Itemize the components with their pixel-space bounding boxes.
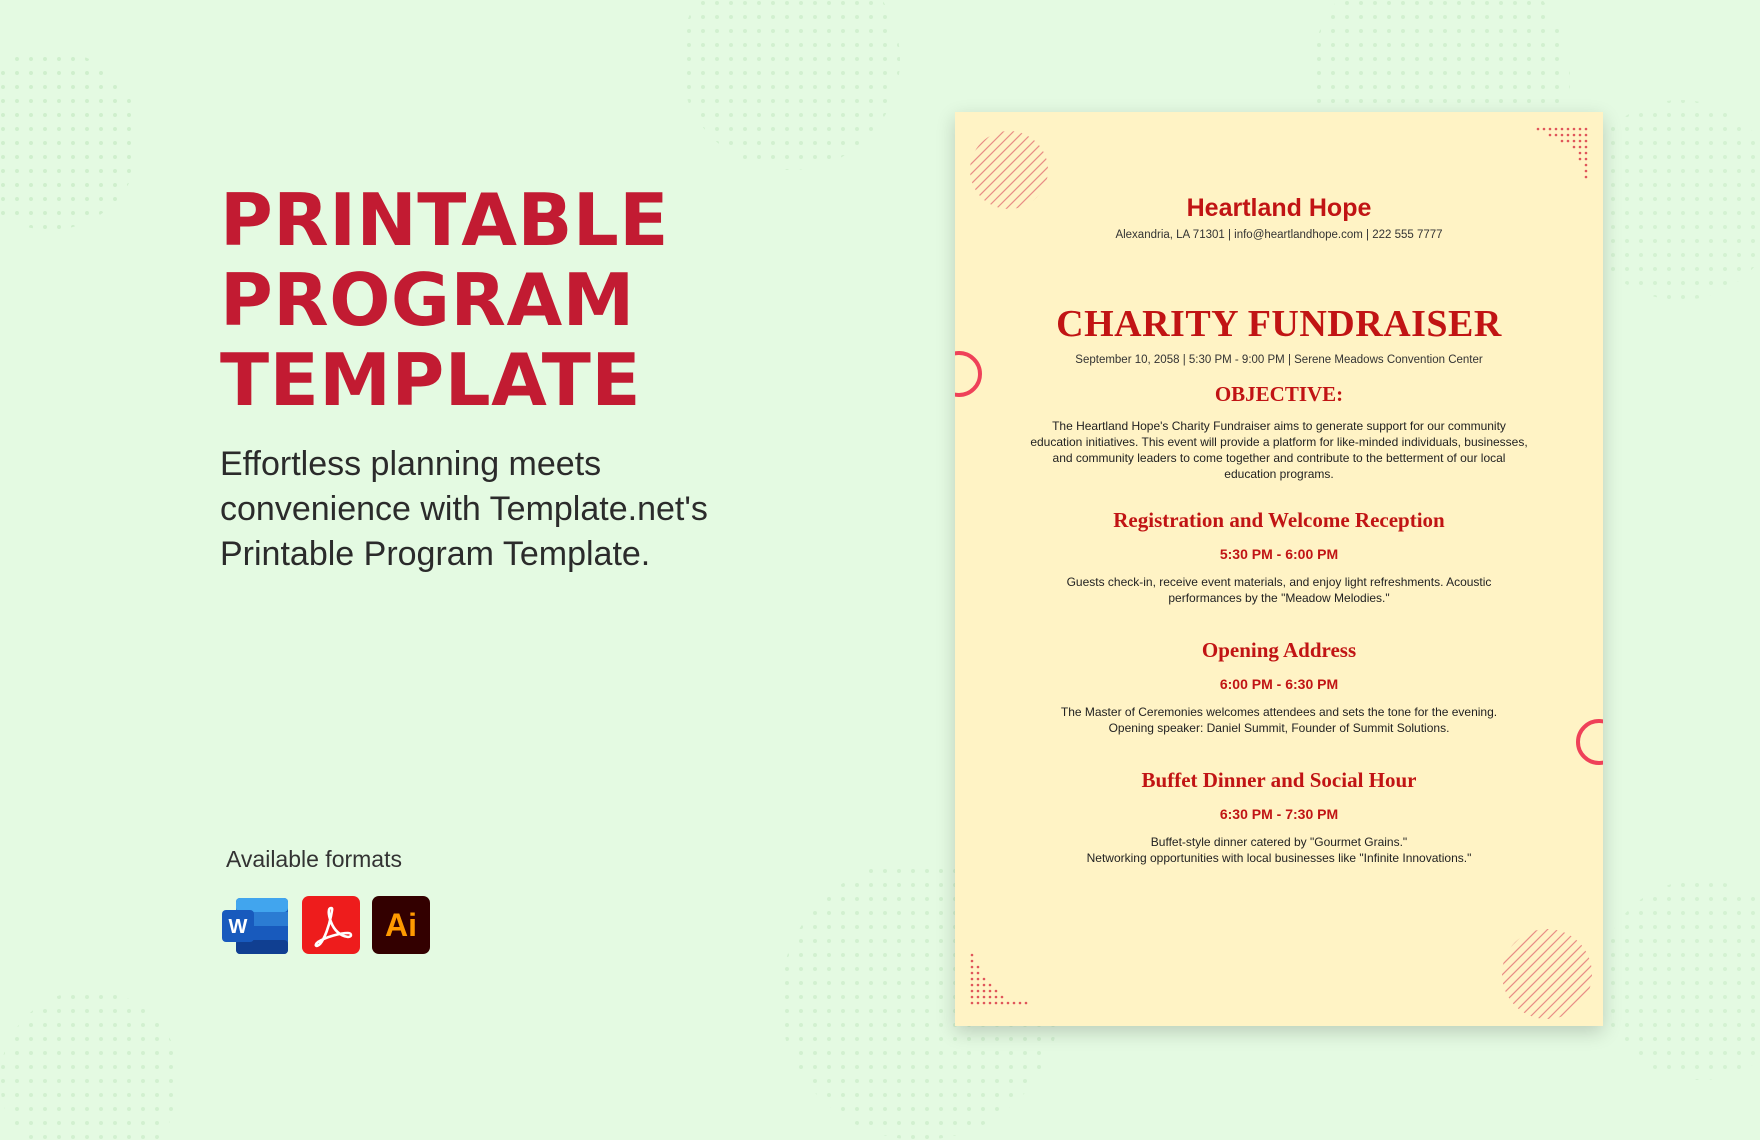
session-2-time: 6:00 PM - 6:30 PM [1219, 676, 1339, 692]
session-2-title: Opening Address [1201, 638, 1357, 662]
illustrator-icon[interactable] [372, 896, 430, 954]
session-3-line-2: Networking opportunities with local businesses like "Infinite Innovations." [1086, 851, 1472, 865]
organization-contact: Alexandria, LA 71301 | info@heartlandhope.com | 222 555 7777 [1115, 229, 1443, 241]
session-2-line-2: Opening speaker: Daniel Summit, Founder of Summit Solutions. [1108, 721, 1450, 735]
subtitle: Effortless planning meets convenience with Template.net's Printable Program Template. [220, 445, 708, 573]
format-icons [222, 896, 430, 954]
svg-text:W: W [228, 916, 248, 938]
pdf-icon[interactable] [302, 896, 360, 954]
illustrator-icon-label: Ai [385, 906, 417, 943]
headline-line-1: PRINTABLE [220, 178, 669, 262]
session-3-title: Buffet Dinner and Social Hour [1141, 768, 1417, 792]
session-1-line-1: Guests check-in, receive event materials, and enjoy light refreshments. Acoustic [1066, 575, 1492, 589]
session-2-line-1: The Master of Ceremonies welcomes attendees and sets the tone for the evening. [1060, 705, 1498, 719]
headline [220, 180, 860, 420]
headline-line-2: PROGRAM [220, 258, 635, 342]
session-1-description [1030, 574, 1528, 606]
objective-text: The Heartland Hope's Charity Fundraiser aims to generate support for our community education initiatives. This event will provide a platform for like-minded individuals, businesses, and community leaders to come together and contribute to the betterment of our local education programs. [1030, 419, 1528, 481]
session-1-title: Registration and Welcome Reception [1113, 508, 1445, 532]
objective-heading: OBJECTIVE: [1214, 382, 1344, 406]
dotted-triangle-decoration-top [1535, 126, 1595, 186]
session-2-description [1030, 704, 1528, 736]
organization-name: Heartland Hope [1186, 194, 1372, 222]
formats-label: Available formats [226, 846, 402, 872]
promo-panel [220, 180, 860, 577]
hatched-circle-decoration-bottom [1500, 927, 1594, 1021]
program-document-preview [955, 112, 1603, 1026]
session-1-line-2: performances by the "Meadow Melodies." [1168, 591, 1390, 605]
event-meta: September 10, 2058 | 5:30 PM - 9:00 PM | Serene Meadows Convention Center [1075, 354, 1483, 366]
event-title: CHARITY FUNDRAISER [1056, 303, 1502, 345]
ring-decoration-right [1569, 712, 1603, 772]
session-3-description [1030, 834, 1528, 866]
session-3-time: 6:30 PM - 7:30 PM [1219, 806, 1339, 822]
word-icon[interactable] [222, 896, 290, 954]
headline-line-3: TEMPLATE [220, 338, 642, 422]
dotted-triangle-decoration-bottom [969, 952, 1033, 1016]
session-3-line-1: Buffet-style dinner catered by "Gourmet Grains." [1150, 835, 1408, 849]
session-1-time: 5:30 PM - 6:00 PM [1219, 546, 1339, 562]
